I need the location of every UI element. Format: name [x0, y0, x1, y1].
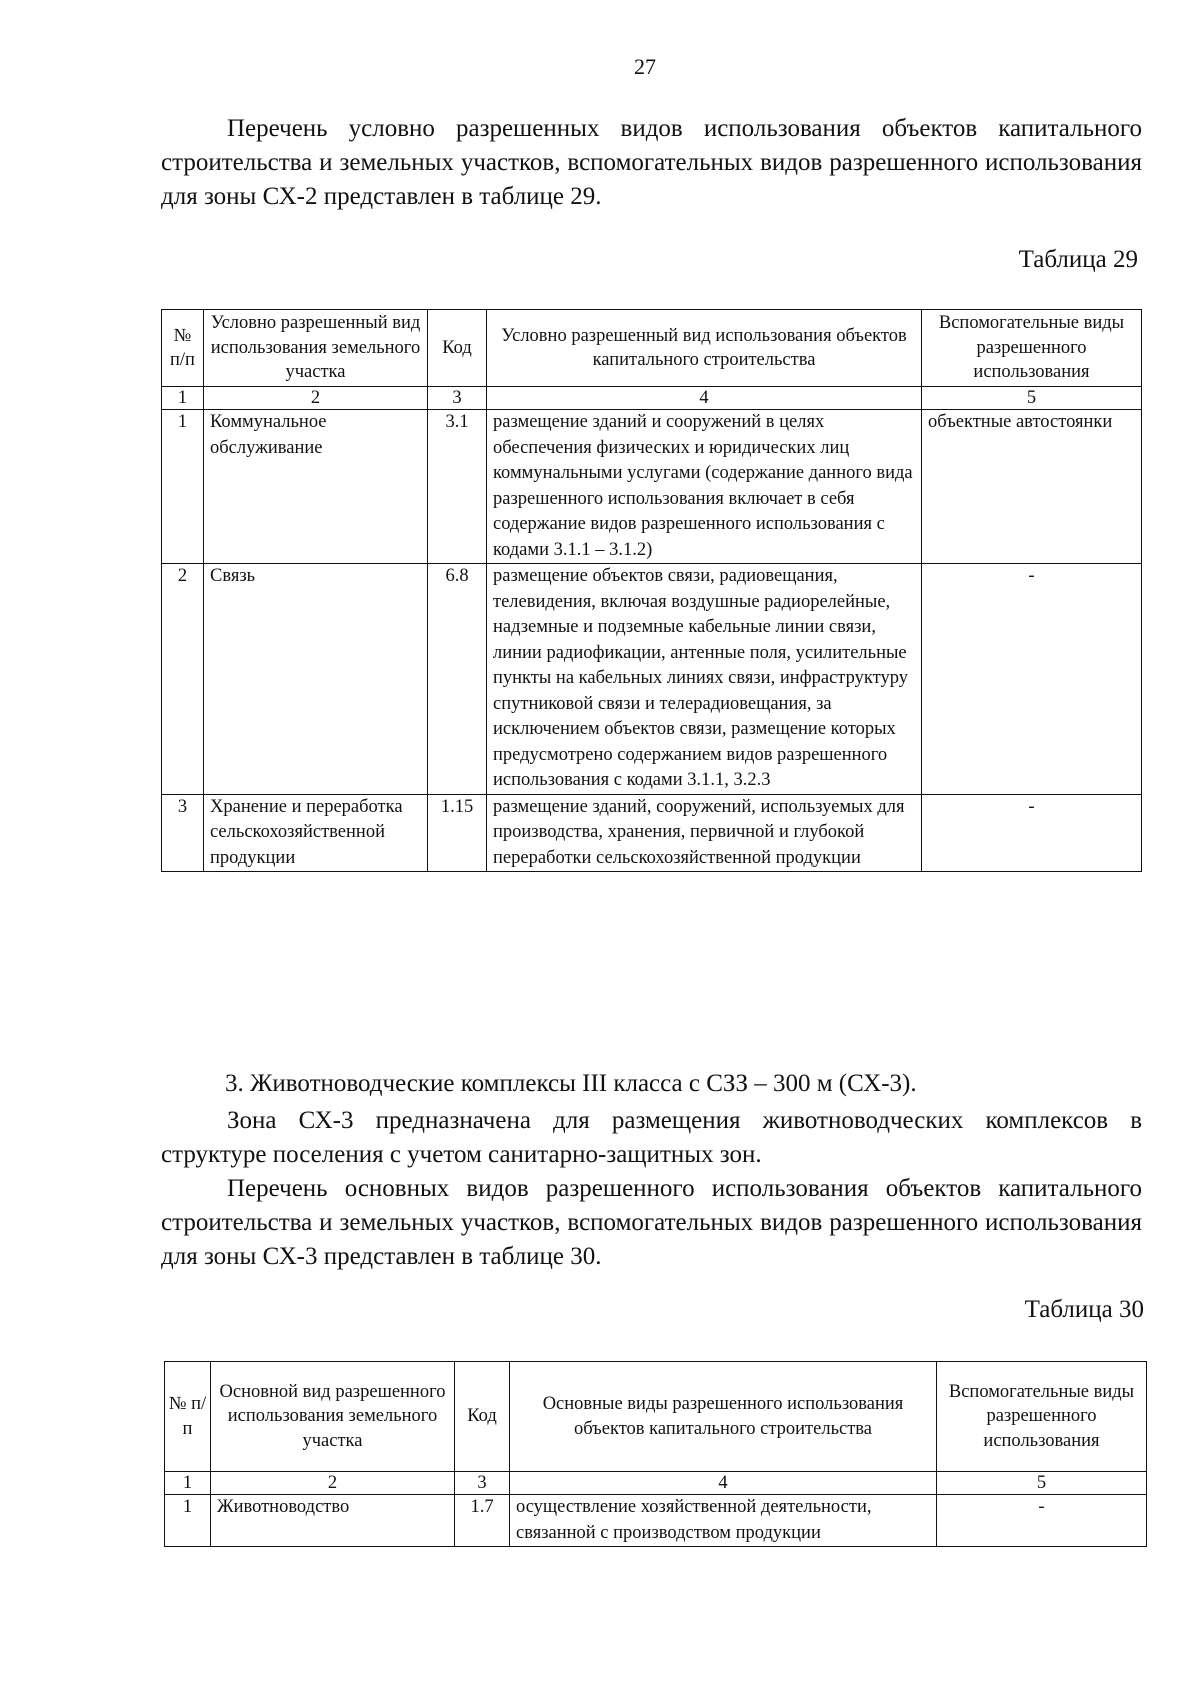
section-paragraph-1 — [161, 1104, 1142, 1172]
table30-header-code: Код — [455, 1362, 510, 1472]
col-number: 1 — [162, 387, 204, 410]
col-number: 2 — [211, 1472, 455, 1495]
row-code: 3.1 — [428, 410, 487, 564]
row-number: 2 — [162, 564, 204, 795]
table30-header-vid: Основной вид разрешенного использования земельного участка — [211, 1362, 455, 1472]
intro-paragraph-table29 — [161, 112, 1142, 214]
table29-header-auxiliary: Вспомогательные виды разрешенного использования — [922, 310, 1142, 387]
row-code: 6.8 — [428, 564, 487, 795]
section-paragraph-2 — [161, 1172, 1142, 1274]
row-number: 1 — [162, 410, 204, 564]
col-number: 3 — [428, 387, 487, 410]
row-auxiliary: - — [937, 1495, 1147, 1547]
table-row — [162, 410, 1142, 564]
col-number: 4 — [510, 1472, 937, 1495]
row-description: размещение зданий и сооружений в целях обеспечения физических и юридических лиц коммунальными услугами (содержание данного вида разрешенного использования включает в себя содержание видов разрешенного использования с кодами 3.1.1 – 3.1.2) — [487, 410, 922, 564]
section-paragraph-1-text: Зона СХ-3 предназначена для размещения животноводческих комплексов в структуре поселения с учетом санитарно-защитных зон. — [161, 1107, 1142, 1168]
row-number: 3 — [162, 794, 204, 872]
table29-header-vid: Условно разрешенный вид использования земельного участка — [204, 310, 428, 387]
col-number: 5 — [922, 387, 1142, 410]
table29-column-numbers — [162, 387, 1142, 410]
table30-header-row — [165, 1362, 1147, 1472]
row-vid: Связь — [204, 564, 428, 795]
table-29 — [161, 309, 1142, 872]
col-number: 2 — [204, 387, 428, 410]
row-vid: Хранение и переработка сельскохозяйственной продукции — [204, 794, 428, 872]
table29-header-code: Код — [428, 310, 487, 387]
row-vid: Животноводство — [211, 1495, 455, 1547]
table30-caption: Таблица 30 — [1024, 1296, 1144, 1323]
intro-text: Перечень условно разрешенных видов использования объектов капитального строительства и земельных участков, вспомогательных видов разрешенного использования для зоны СХ-2 представлен в таблице 29. — [161, 115, 1142, 210]
row-description: размещение объектов связи, радиовещания, телевидения, включая воздушные радиорелейные, надземные и подземные кабельные линии связи, линии радиофикации, антенные поля, усилительные пункты на кабельных линиях связи, инфраструктуру спутниковой связи и телерадиовещания, за исключением объектов связи, размещение которых предусмотрено содержанием видов разрешенного использования с кодами 3.1.1, 3.2.3 — [487, 564, 922, 795]
table-30 — [164, 1361, 1147, 1547]
table29-caption: Таблица 29 — [1018, 246, 1138, 273]
table-row — [162, 794, 1142, 872]
col-number: 3 — [455, 1472, 510, 1495]
table30-header-auxiliary: Вспомогательные виды разрешенного использования — [937, 1362, 1147, 1472]
row-auxiliary: - — [922, 564, 1142, 795]
row-number: 1 — [165, 1495, 211, 1547]
table29-header-row — [162, 310, 1142, 387]
row-code: 1.15 — [428, 794, 487, 872]
table29-header-number: № п/п — [162, 310, 204, 387]
section-paragraph-2-text: Перечень основных видов разрешенного использования объектов капитального строительства и земельных участков, вспомогательных видов разрешенного использования для зоны СХ-3 представлен в таблице 30. — [161, 1175, 1142, 1270]
row-code: 1.7 — [455, 1495, 510, 1547]
row-description: осуществление хозяйственной деятельности, связанной с производством продукции — [510, 1495, 937, 1547]
col-number: 4 — [487, 387, 922, 410]
row-description: размещение зданий, сооружений, используемых для производства, хранения, первичной и глубокой переработки сельскохозяйственной продукции — [487, 794, 922, 872]
col-number: 1 — [165, 1472, 211, 1495]
table30-column-numbers — [165, 1472, 1147, 1495]
table29-header-description: Условно разрешенный вид использования объектов капитального строительства — [487, 310, 922, 387]
table30-header-description: Основные виды разрешенного использования объектов капитального строительства — [510, 1362, 937, 1472]
table-row — [162, 564, 1142, 795]
section-heading: 3. Животноводческие комплексы III класса с СЗЗ – 300 м (СХ-3). — [225, 1070, 917, 1097]
row-auxiliary: объектные автостоянки — [922, 410, 1142, 564]
page-number: 27 — [634, 54, 656, 79]
col-number: 5 — [937, 1472, 1147, 1495]
row-vid: Коммунальное обслуживание — [204, 410, 428, 564]
row-auxiliary: - — [922, 794, 1142, 872]
table30-header-number: № п/п — [165, 1362, 211, 1472]
table-row — [165, 1495, 1147, 1547]
